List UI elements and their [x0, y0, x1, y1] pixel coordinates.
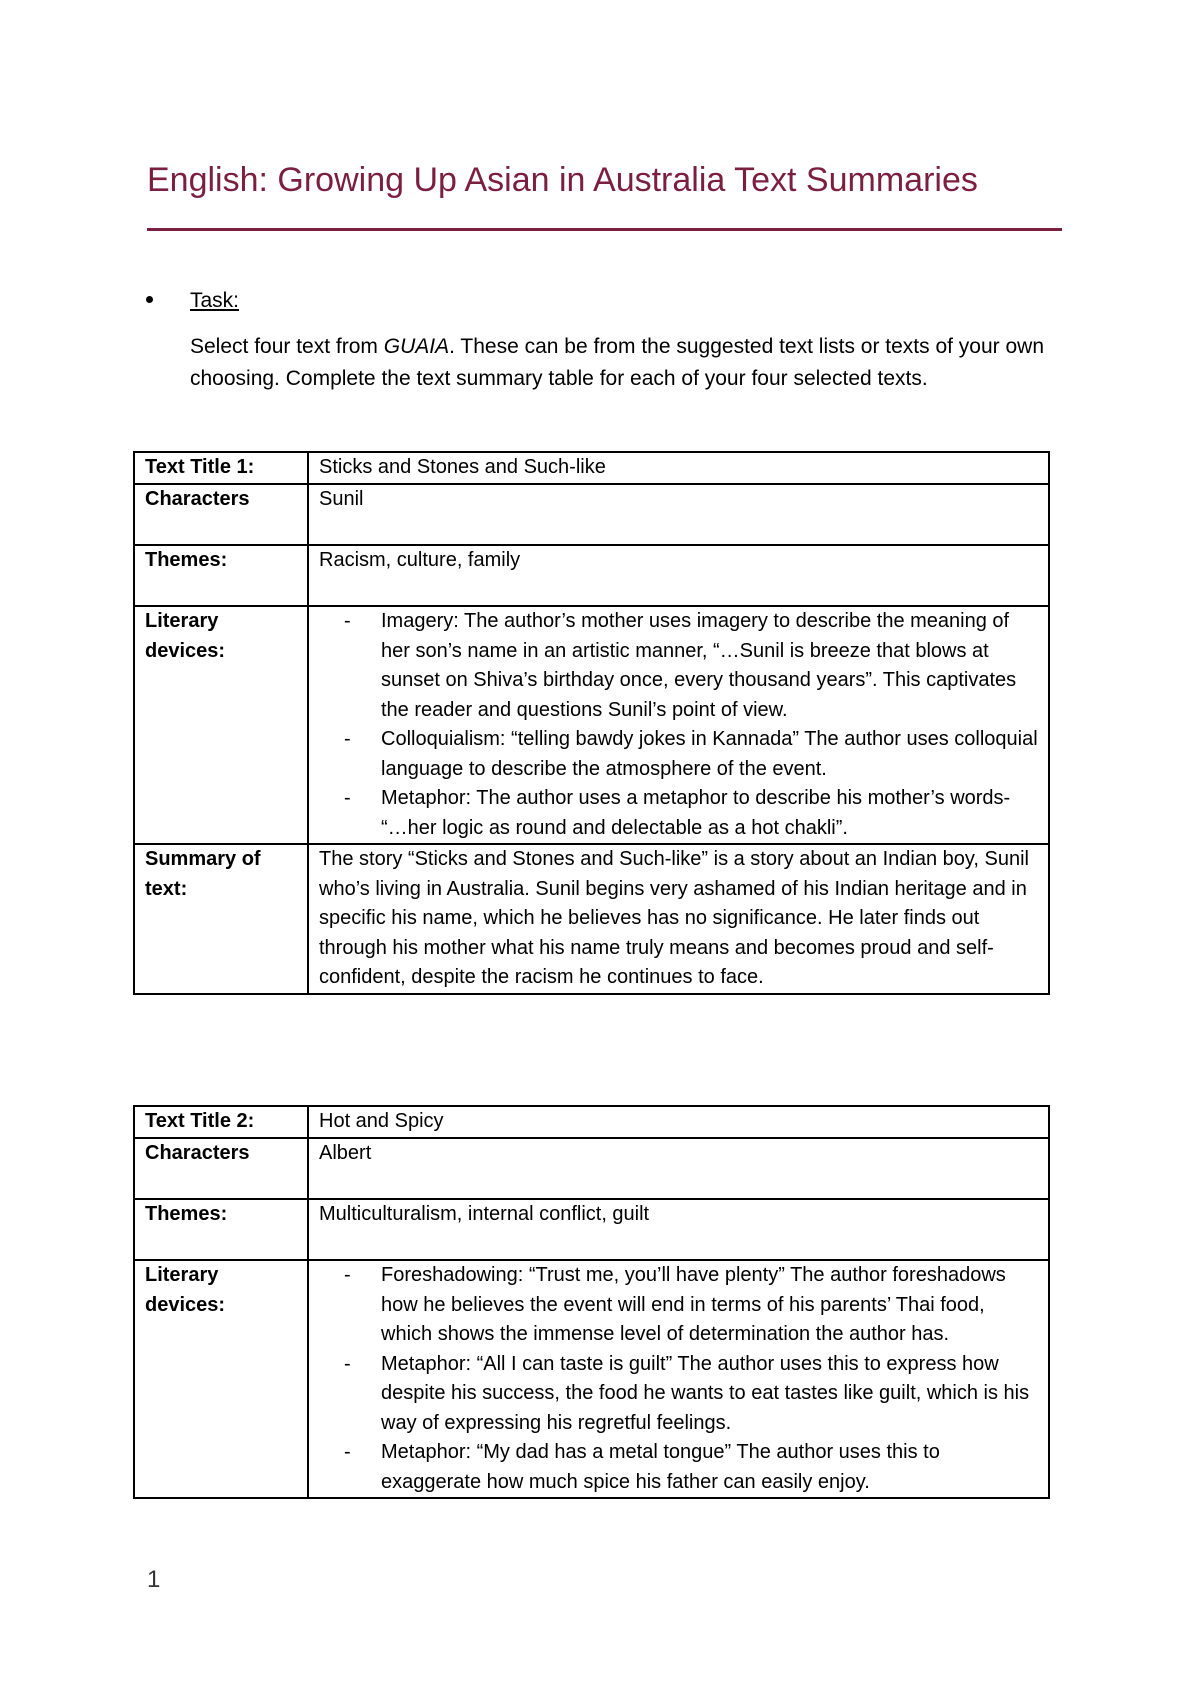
text-title-value: Hot and Spicy [308, 1106, 1049, 1138]
task-text-emphasis: GUAIA [383, 335, 450, 358]
task-instructions [190, 331, 1070, 395]
table-row [134, 484, 1049, 545]
table-row [134, 545, 1049, 606]
task-label: Task: [190, 289, 240, 312]
literary-devices-cell [308, 1260, 1049, 1498]
list-item: - Imagery: The author’s mother uses imagery to describe the meaning of her son’s name in an artistic manner, “…Sunil is breeze that blows at sunset on Shiva’s birthday once, every thousand years”. This captivates the reader and questions Sunil’s point of view. [381, 607, 1038, 725]
themes-label: Themes: [134, 545, 308, 606]
literary-devices-cell [308, 606, 1049, 844]
bullet-icon [146, 296, 153, 303]
list-item: - Colloquialism: “telling bawdy jokes in Kannada” The author uses colloquial language to describe the atmosphere of the event. [381, 725, 1038, 784]
table-row [134, 1138, 1049, 1199]
summary-label: Summary of text: [134, 844, 308, 994]
characters-value: Sunil [308, 484, 1049, 545]
table-row [134, 1106, 1049, 1138]
table-row [134, 452, 1049, 484]
text-title-value: Sticks and Stones and Such-like [308, 452, 1049, 484]
characters-label: Characters [134, 484, 308, 545]
task-text-start: Select four text from [190, 335, 384, 358]
themes-value: Racism, culture, family [308, 545, 1049, 606]
list-item: - Metaphor: “My dad has a metal tongue” The author uses this to exaggerate how much spice his father can easily enjoy. [381, 1438, 1038, 1497]
table-row [134, 606, 1049, 844]
themes-label: Themes: [134, 1199, 308, 1260]
themes-value: Multiculturalism, internal conflict, guilt [308, 1199, 1049, 1260]
page-number: 1 [147, 1566, 161, 1593]
literary-devices-list [319, 607, 1038, 843]
list-item: - Metaphor: The author uses a metaphor to describe his mother’s words- “…her logic as round and delectable as a hot chakli”. [381, 784, 1038, 843]
literary-devices-label: Literary devices: [134, 606, 308, 844]
list-item: - Metaphor: “All I can taste is guilt” The author uses this to express how despite his success, the food he wants to eat tastes like guilt, which is his way of expressing his regretful feelings. [381, 1350, 1038, 1439]
characters-value: Albert [308, 1138, 1049, 1199]
task-text-end: . These can be from the suggested text lists or texts of your own choosing. Complete the text summary table for each of your four selected texts. [190, 335, 1045, 390]
summary-value: The story “Sticks and Stones and Such-like” is a story about an Indian boy, Sunil who’s living in Australia. Sunil begins very ashamed of his Indian heritage and in specific his name, which he believes has no significance. He later finds out through his mother what his name truly means and becomes proud and self-confident, despite the racism he continues to face. [308, 844, 1049, 994]
characters-label: Characters [134, 1138, 308, 1199]
text-summary-table-1 [133, 451, 1050, 995]
table-row [134, 1260, 1049, 1498]
text-summary-table-2 [133, 1105, 1050, 1499]
table-row [134, 1199, 1049, 1260]
table-row [134, 844, 1049, 994]
literary-devices-list [319, 1261, 1038, 1497]
literary-devices-label: Literary devices: [134, 1260, 308, 1498]
text-title-label: Text Title 2: [134, 1106, 308, 1138]
list-item: - Foreshadowing: “Trust me, you’ll have plenty” The author foreshadows how he believes the event will end in terms of his parents’ Thai food, which shows the immense level of determination the author has. [381, 1261, 1038, 1350]
page-title: English: Growing Up Asian in Australia Text Summaries [147, 161, 978, 199]
text-title-label: Text Title 1: [134, 452, 308, 484]
title-divider [147, 228, 1062, 231]
